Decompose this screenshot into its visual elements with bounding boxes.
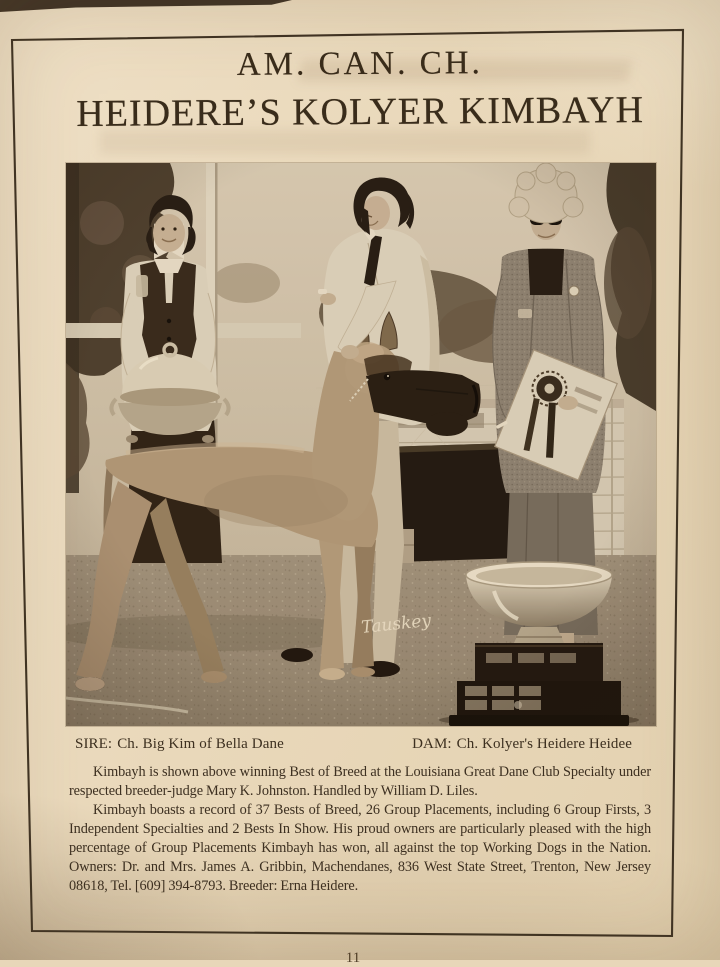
dog-name-title: HEIDERE’S KOLYER KIMBAYH: [76, 89, 645, 135]
dam-caption: [412, 736, 632, 753]
paragraph-show-win: Kimbayh is shown above winning Best of Breed at the Louisiana Great Dane Club Specialty under respected breeder-judge Mary K. Johnston. Handled by William D. Liles.: [69, 764, 651, 799]
title-prefix: AM. CAN. CH.: [236, 45, 483, 83]
photo-vignette: [66, 163, 656, 726]
paragraph-record-owners: Kimbayh boasts a record of 37 Bests of Breed, 26 Group Placements, including 6 Group Firsts, 3 Independent Specialties and 2 Bests In Show. His proud owners are particularly pleased with the high percentage of Group Placements Kimbayh has won, all against the top Working Dogs in the Nation. Owners: Dr. and Mrs. James A. Gribbin, Machendanes, 836 West State Street, Trenton, New Jersey 08618, Tel. [609] 394-8793. Breeder: Erna Heidere.: [69, 802, 651, 894]
sire-caption: [75, 736, 284, 753]
sire-label: SIRE:: [75, 736, 113, 752]
page-title: [30, 42, 691, 140]
dam-label: DAM:: [412, 736, 452, 752]
page-number: 11: [345, 950, 361, 966]
article-body: [69, 763, 651, 896]
photo-illustration: [66, 163, 656, 726]
show-win-photograph: [66, 163, 656, 726]
sire-name: Ch. Big Kim of Bella Dane: [117, 736, 284, 752]
pedigree-caption: [75, 736, 632, 753]
dam-name: Ch. Kolyer's Heidere Heidee: [456, 736, 632, 752]
